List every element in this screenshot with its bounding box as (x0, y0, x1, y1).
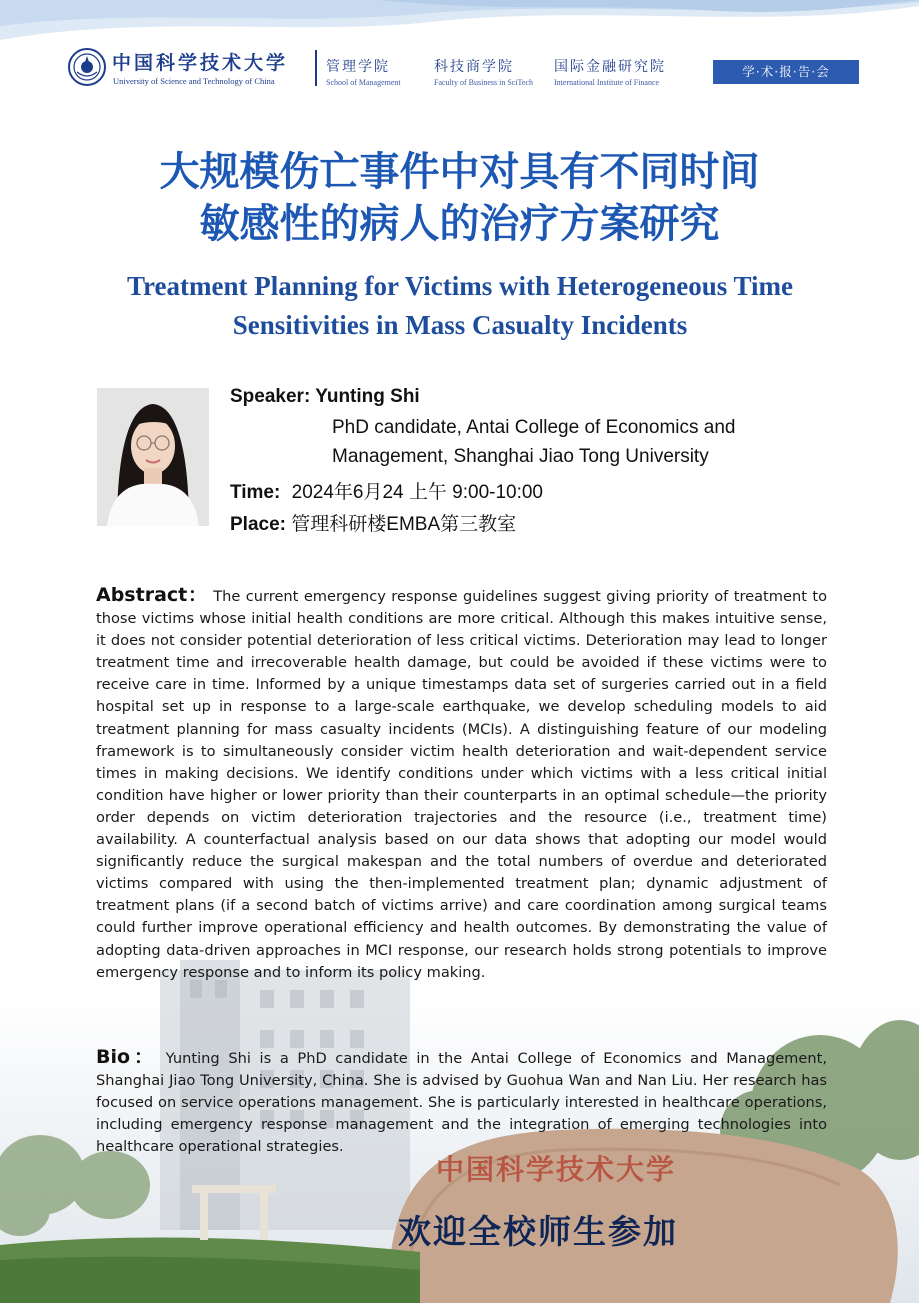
abstract-label: Abstract： (96, 584, 208, 606)
title-cn-line-1: 大规模伤亡事件中对具有不同时间 (159, 148, 760, 195)
university-name-cn: 中国科学技术大学 (112, 52, 289, 74)
header (68, 46, 868, 90)
title-cn-line-2: 敏感性的病人的治疗方案研究 (199, 200, 720, 247)
speaker-photo (97, 388, 209, 526)
school-name-cn: 国际金融研究院 (554, 59, 666, 75)
title-english (60, 267, 860, 345)
place-line (230, 509, 516, 536)
title-en-line-1: Treatment Planning for Victims with Heterogeneous Time (127, 271, 793, 301)
speaker-name: Yunting Shi (315, 386, 420, 407)
school-business-scitech (434, 56, 533, 87)
academic-lecture-badge: 学·术·报·告·会 (713, 60, 859, 84)
school-name-cn: 科技商学院 (434, 59, 514, 75)
bio-text: Yunting Shi is a PhD candidate in the Antai College of Economics and Management, Shanghai Jiao Tong University, China. She is advised by Guohua Wan and Nan Liu. Her research has focused on service operations management. She is particularly interested in healthcare operations, including emergency response management and the integration of emerging technologies into healthcare operational strategies. (96, 1050, 827, 1156)
abstract-text: The current emergency response guidelines suggest giving priority of treatment to those victims whose initial health conditions are more critical. Although this makes intuitive sense, it does not consider potential deterioration of less critical victims. Deterioration may lead to longer treatment time and irrecoverable health damage, but could be avoided if these victims were to receive care in time. Informed by a unique timestamps data set of surgeries carried out in a field hospital set up in response to a large-scale earthquake, we develop scheduling models to aid treatment planning for mass casualty incidents (MCIs). A distinguishing feature of our modeling framework is to simultaneously consider victim health deterioration and wait-dependent service times in making decisions. We identify conditions under which victims with a less critical initial condition have higher or lower priority than their counterparts in an optimal schedule—the priority order depends on victim deterioration trajectories and the resource (i.e., treatment time) availability. A counterfactual analysis based on our data shows that adopting our model would significantly reduce the surgical makespan and the total numbers of overdue and deteriorated victims compared with using the then-implemented treatment plan; dynamic adjustment of treatment plans (if a second batch of victims arrive) and care coordination among surgical teams could further improve operational efficiency and health outcomes. By demonstrating the value of adopting data-driven approaches in MCI response, our research holds strong potentials to improve emergency response and to inform its policy making. (96, 588, 828, 981)
place-label: Place: (230, 514, 286, 535)
bio-section (96, 1046, 827, 1158)
affiliation-line-1: PhD candidate, Antai College of Economics and (332, 417, 736, 438)
place-value: 管理科研楼EMBA第三教室 (291, 514, 517, 535)
university-name-en: University of Science and Technology of China (113, 76, 275, 86)
school-name-en: Faculty of Business in SciTech (434, 78, 533, 87)
abstract-section (96, 584, 827, 984)
time-value: 2024年6月24 上午 9:00-10:00 (291, 482, 544, 503)
school-name-cn: 管理学院 (326, 59, 390, 75)
time-line (230, 477, 543, 504)
speaker-portrait-icon (97, 388, 209, 526)
school-name-en: International Institute of Finance (554, 78, 660, 87)
affiliation-line-2: Management, Shanghai Jiao Tong University (332, 446, 709, 467)
speaker-label: Speaker: (230, 386, 311, 407)
stone-inscription: 中国科学技术大学 (436, 1153, 677, 1186)
speaker-line (230, 386, 420, 408)
school-name-en: School of Management (326, 78, 401, 87)
speaker-affiliation (332, 413, 812, 471)
header-divider (315, 50, 317, 86)
title-chinese (0, 146, 919, 250)
university-seal-icon (68, 48, 106, 86)
school-management (326, 56, 401, 87)
time-label: Time: (230, 482, 281, 503)
title-en-line-2: Sensitivities in Mass Casualty Incidents (232, 310, 688, 340)
welcome-slogan: 欢迎全校师生参加 (398, 1212, 678, 1251)
school-finance-institute (554, 56, 666, 87)
bio-label: Bio： (96, 1046, 158, 1068)
